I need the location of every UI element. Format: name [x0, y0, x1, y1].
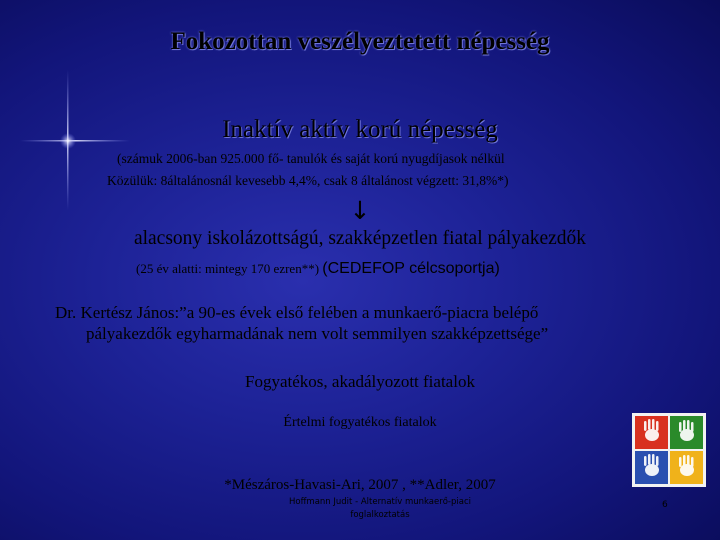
page-number: 6: [662, 500, 668, 510]
slide-subtitle: Inaktív aktív korú népesség: [222, 116, 498, 143]
quote-line-2: pályakezdők egyharmadának nem volt semmilyen szakképzettsége”: [86, 324, 549, 343]
detail-line-1: (számuk 2006-ban 925.000 fő- tanulók és saját korú nyugdíjasok nélkül: [117, 151, 505, 166]
group-detail: [136, 260, 500, 278]
intellectual-disability-heading: Értelmi fogyatékos fiatalok: [283, 415, 437, 430]
detail-line-2: Közülük: 8általánosnál kevesebb 4,4%, csak 8 általánost végzett: 31,8%*): [107, 173, 509, 188]
footer-author: Hoffmann Judit - Alternatív munkaerő-piaci foglalkoztatás: [288, 497, 471, 520]
handprint-logo: [632, 413, 706, 487]
slide-title: Fokozottan veszélyeztetett népesség: [170, 28, 550, 55]
group-target: (CEDEFOP célcsoportja): [322, 260, 500, 277]
group-count: (25 év alatti: mintegy 170 ezren**): [136, 261, 323, 276]
down-arrow-icon: ↓: [349, 196, 371, 225]
citation: *Mészáros-Havasi-Ari, 2007 , **Adler, 2007: [224, 477, 496, 493]
disabled-youth-heading: Fogyatékos, akadályozott fiatalok: [245, 372, 475, 391]
quote-line-1: Dr. Kertész János:”a 90-es évek első felében a munkaerő-piacra belépő: [55, 303, 539, 322]
group-heading: alacsony iskolázottságú, szakképzetlen fiatal pályakezdők: [133, 228, 587, 249]
